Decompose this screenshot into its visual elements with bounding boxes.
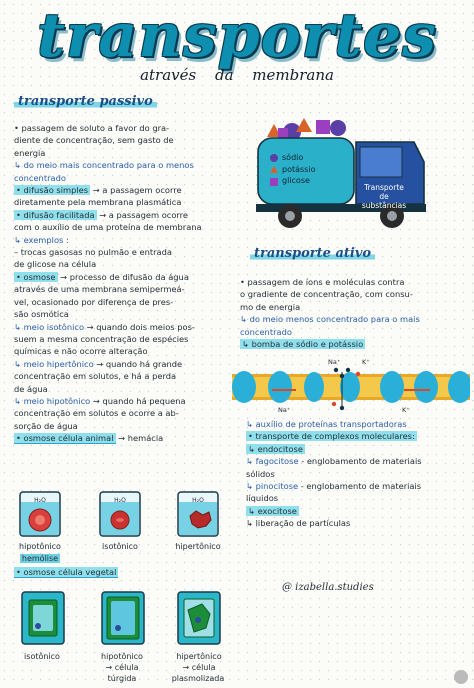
- passive-line: → a passagem ocorre: [96, 209, 189, 220]
- h2o-label: H₂O: [114, 497, 126, 504]
- caption-vegetal-hipotonico-2: → célula: [105, 663, 139, 672]
- active-heading: transporte ativo: [250, 246, 375, 261]
- term-pinocitose: ↳ pinocitose: [246, 481, 299, 492]
- passive-line: diretamente pela membrana plasmática: [14, 197, 182, 208]
- passive-line: → quando há grande: [93, 358, 183, 369]
- legend-glicose: glicose: [282, 176, 310, 185]
- legend-sodio: sódio: [282, 153, 304, 162]
- ion-label: Na⁺: [278, 406, 291, 414]
- passive-line: são osmótica: [14, 309, 69, 320]
- passive-line: suem a mesma concentração de espécies: [14, 333, 189, 344]
- active-line: concentrado: [240, 326, 292, 337]
- legend-glucose-icon: [270, 178, 278, 186]
- active-line: ↳ auxílio de proteínas transportadoras: [246, 419, 407, 429]
- active-text-upper: [240, 276, 470, 350]
- passive-line: concentração em solutos, e há a perda: [14, 371, 177, 382]
- ion-label: Na⁺: [328, 358, 341, 366]
- caption-vegetal-hipotonico: hipotônico: [101, 652, 143, 661]
- active-line: • passagem de íons e moléculas contra: [240, 277, 405, 287]
- page-title: transportes: [37, 1, 437, 71]
- plant-cell-hipotonico: [102, 592, 144, 644]
- passive-line: de glicose na célula: [14, 259, 97, 270]
- passive-line: energia: [14, 147, 46, 158]
- membrane-protein: [268, 371, 292, 403]
- active-line: - englobamento de materiais: [298, 481, 422, 492]
- truck-illustration: [252, 112, 434, 234]
- ion-label: K⁺: [362, 358, 370, 366]
- active-line: sólidos: [246, 468, 275, 479]
- caption-isotonico: isotônico: [102, 542, 138, 551]
- membrane-protein: [380, 371, 404, 403]
- caption-vegetal-hipertonico-2: → célula: [182, 663, 216, 672]
- h2o-label: H₂O: [34, 497, 46, 504]
- passive-line: através de uma membrana semipermeá-: [14, 284, 185, 295]
- term-exocitose: ↳ exocitose: [248, 505, 297, 516]
- passive-line: → processo de difusão da água: [57, 271, 189, 282]
- passive-line: químicas e não ocorre alteração: [14, 346, 148, 357]
- passive-line: – trocas gasosas no pulmão e entrada: [14, 247, 172, 258]
- wheel-hub: [285, 211, 295, 221]
- sodium-icon: [330, 120, 346, 136]
- active-line: líquidos: [246, 493, 279, 504]
- wheel-hub: [387, 211, 397, 221]
- truck-legend: [282, 152, 315, 187]
- passive-line: sorção de água: [14, 420, 78, 431]
- term-osmose: • osmose: [16, 271, 56, 282]
- sodium-potassium-pump-diagram: [232, 360, 470, 418]
- term-fagocitose: ↳ fagocitose: [246, 456, 299, 467]
- active-line: ↳ do meio menos concentrado para o mais: [240, 314, 420, 325]
- passive-line: concentrado: [14, 172, 66, 183]
- caption-turgida: túrgida: [107, 674, 137, 683]
- plant-cell-isotonico: [22, 592, 64, 644]
- passive-line: diente de concentração, sem gasto de: [14, 135, 174, 146]
- membrane-protein: [232, 371, 256, 403]
- passive-line: de água: [14, 383, 48, 394]
- caption-vegetal-isotonico: isotônico: [24, 652, 60, 661]
- glucose-icon: [278, 128, 288, 138]
- active-line: o gradiente de concentração, com consu-: [240, 289, 413, 300]
- plant-cell-hipertonico: [178, 592, 220, 644]
- caption-hipotonico: hipotônico: [19, 542, 61, 551]
- term-hipotonico: ↳ meio hipotônico: [14, 395, 91, 406]
- legend-potassio: potássio: [282, 164, 316, 174]
- caption-plasmolizada: plasmolizada: [171, 674, 225, 683]
- passive-text: [14, 122, 238, 445]
- term-isotonico: ↳ meio isotônico: [14, 321, 85, 332]
- potassium-icon: [296, 118, 312, 132]
- truck-window: [360, 147, 402, 177]
- term-complexos-moleculares: • transporte de complexos moleculares:: [248, 431, 415, 442]
- passive-line: → quando dois meios pos-: [84, 321, 195, 332]
- term-difusao-facilitada: • difusão facilitada: [16, 209, 95, 220]
- author-credit: @ izabella.studies: [282, 582, 374, 593]
- active-line: mo de energia: [240, 301, 301, 312]
- membrane-protein: [304, 372, 324, 402]
- ion-dot: [346, 368, 350, 372]
- glucose-icon: [316, 120, 330, 134]
- h2o-label: H₂O: [192, 497, 204, 504]
- passive-heading: transporte passivo: [14, 94, 157, 109]
- logo-icon: [454, 670, 468, 684]
- passive-line: vel, ocasionado por diferença de pres-: [14, 296, 174, 307]
- osmose-vegetal-heading: • osmose célula vegetal: [16, 567, 117, 577]
- term-endocitose: ↳ endocitose: [248, 443, 303, 454]
- term-hipertonico: ↳ meio hipertônico: [14, 358, 94, 369]
- passive-line: → a passagem ocorre: [90, 185, 182, 196]
- active-line: ↳ liberação de partículas: [246, 518, 351, 529]
- passive-line: concentração em solutos e ocorre a ab-: [14, 408, 179, 419]
- passive-line: • passagem de soluto a favor do gra-: [14, 123, 170, 133]
- active-text-lower: [246, 418, 470, 530]
- passive-line: → hemácia: [115, 433, 164, 444]
- caption-vegetal-hipertonico: hipertônico: [176, 652, 222, 661]
- ion-dot: [334, 368, 338, 372]
- caption-hipertonico: hipertônico: [175, 542, 221, 551]
- ion-dot: [332, 402, 336, 406]
- osmose-animal-heading: • osmose célula animal: [16, 433, 114, 444]
- active-line: - englobamento de materiais: [298, 456, 422, 467]
- ion-label: K⁺: [402, 406, 410, 414]
- page-subtitle: através da membrana: [140, 66, 334, 84]
- truck-label: Transporte de substâncias: [361, 183, 407, 210]
- term-difusao-simples: • difusão simples: [16, 185, 89, 196]
- passive-line: → quando há pequena: [90, 395, 186, 406]
- ion-dot: [356, 372, 360, 376]
- passive-line: com o auxílio de uma proteína de membrana: [14, 222, 202, 233]
- caption-hemolise: hemólise: [21, 554, 59, 563]
- membrane-protein: [414, 371, 438, 403]
- vegetal-beakers: [20, 590, 225, 648]
- passive-line: ↳ exemplos :: [14, 234, 69, 245]
- passive-line: ↳ do meio mais concentrado para o menos: [14, 160, 194, 171]
- term-bomba-sodio-potassio: ↳ bomba de sódio e potássio: [242, 339, 364, 350]
- legend-sodium-icon: [270, 154, 278, 162]
